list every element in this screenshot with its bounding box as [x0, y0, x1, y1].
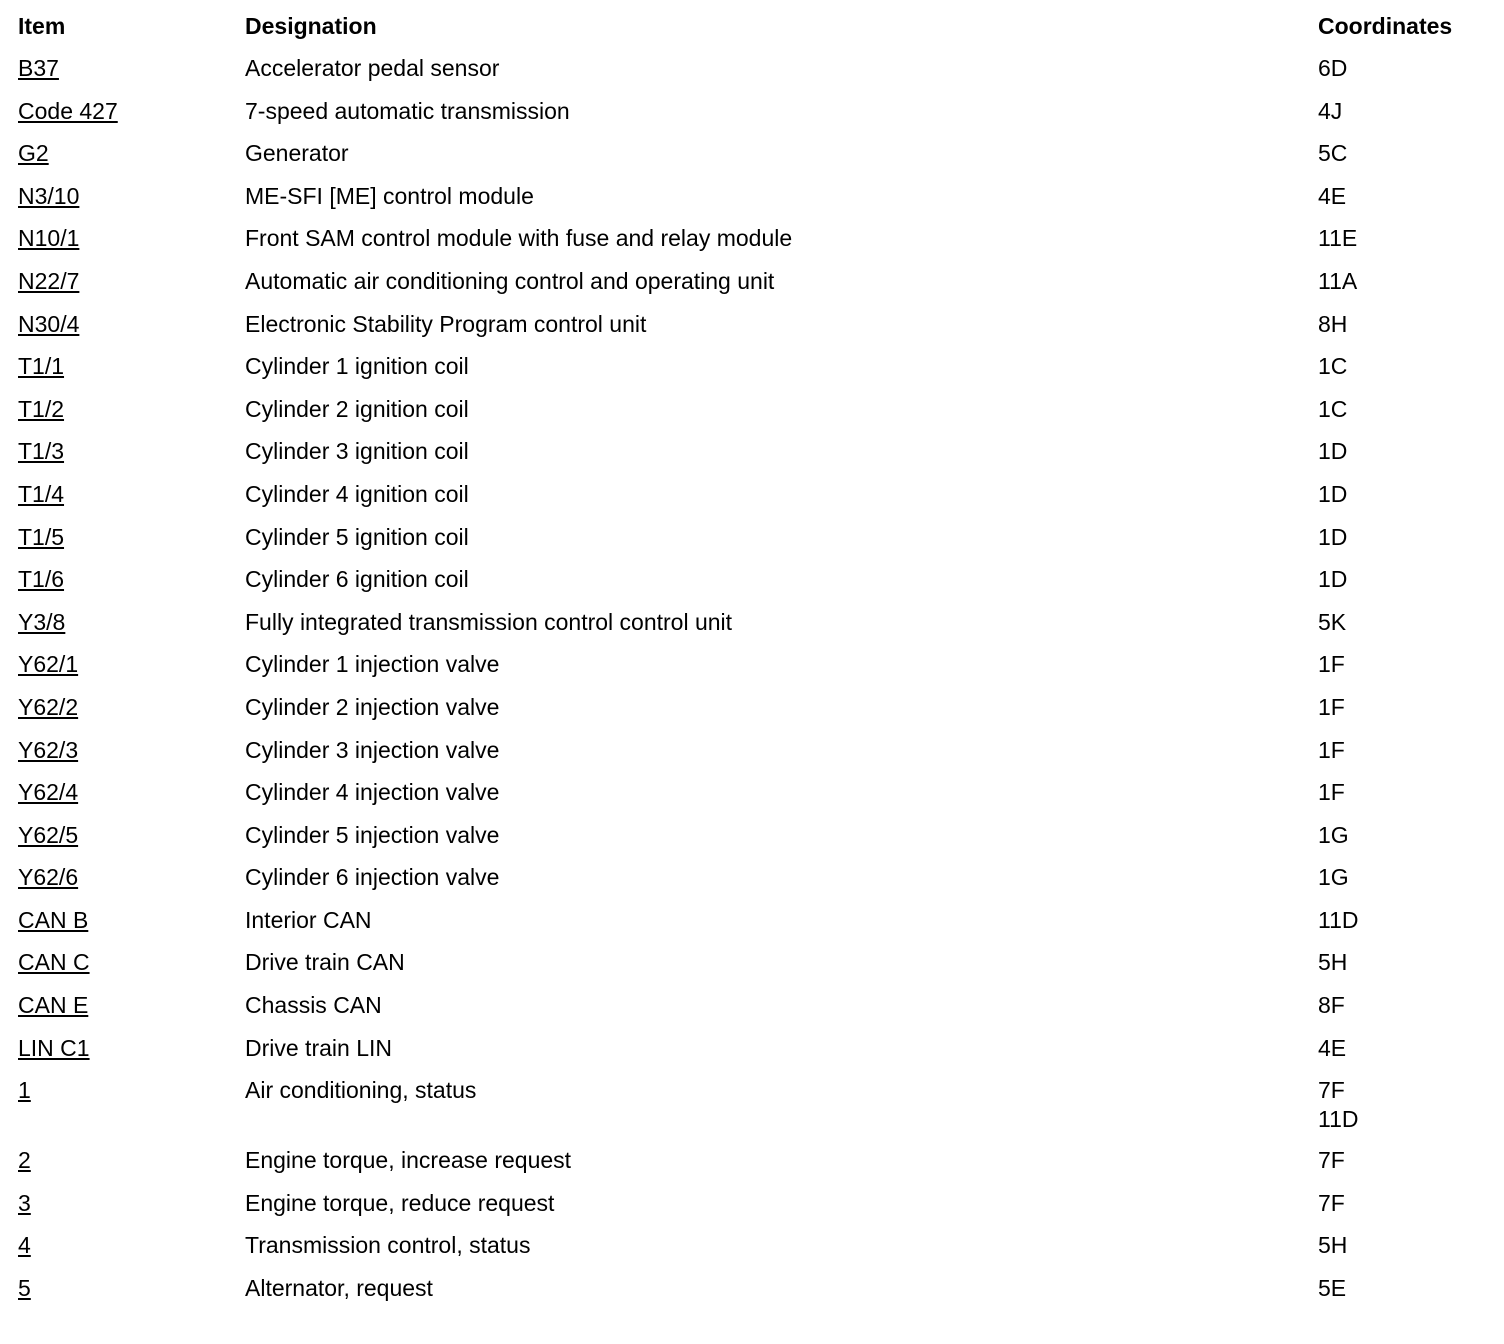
table-row	[18, 906, 1488, 949]
table-row	[18, 1076, 1488, 1146]
item-link[interactable]: 5	[18, 1275, 31, 1302]
designation-cell: Cylinder 2 injection valve	[245, 693, 500, 720]
item-link[interactable]: Y3/8	[18, 608, 66, 635]
table-row	[18, 948, 1488, 991]
table-row	[18, 778, 1488, 821]
designation-cell: 7-speed automatic transmission	[245, 97, 570, 124]
item-cell	[18, 1274, 245, 1303]
table-row	[18, 310, 1488, 353]
coordinates-cell	[1318, 736, 1488, 765]
designation-cell: Interior CAN	[245, 906, 372, 933]
item-link[interactable]: 4	[18, 1232, 31, 1259]
table-row	[18, 182, 1488, 225]
designation-cell: ME-SFI [ME] control module	[245, 182, 534, 209]
coordinate-value: 8H	[1318, 310, 1348, 337]
coordinate-value: 7F	[1318, 1189, 1345, 1216]
table-row	[18, 736, 1488, 779]
designation-cell: Cylinder 5 injection valve	[245, 821, 500, 848]
item-cell	[18, 310, 245, 339]
item-link[interactable]: Y62/3	[18, 736, 79, 763]
designation-cell: Alternator, request	[245, 1275, 433, 1302]
coordinates-cell	[1318, 821, 1488, 850]
item-cell	[18, 523, 245, 552]
designation-cell: Chassis CAN	[245, 992, 382, 1019]
coordinates-cell	[1318, 693, 1488, 722]
item-cell	[18, 565, 245, 594]
coordinates-cell	[1318, 608, 1488, 637]
designation-cell: Cylinder 4 injection valve	[245, 779, 500, 806]
designation-cell: Fully integrated transmission control control unit	[245, 608, 733, 635]
coordinate-value: 6D	[1318, 55, 1348, 81]
coordinates-cell	[1318, 523, 1488, 552]
coordinate-value: 1D	[1318, 438, 1348, 465]
item-link[interactable]: CAN E	[18, 992, 89, 1019]
coordinate-value: 1G	[1318, 864, 1349, 891]
item-link[interactable]: N22/7	[18, 267, 80, 294]
coordinate-value: 1F	[1318, 651, 1345, 678]
coordinates-cell	[1318, 54, 1488, 83]
table-row	[18, 991, 1488, 1034]
table-row	[18, 523, 1488, 566]
table-row	[18, 437, 1488, 480]
table-body	[18, 54, 1488, 1317]
table-row	[18, 693, 1488, 736]
coordinates-cell	[1318, 565, 1488, 594]
table-row	[18, 650, 1488, 693]
coordinates-cell	[1318, 863, 1488, 892]
coordinates-cell	[1318, 182, 1488, 211]
item-cell	[18, 1231, 245, 1260]
item-cell	[18, 1146, 245, 1175]
coordinates-cell	[1318, 139, 1488, 168]
table-row	[18, 1274, 1488, 1317]
item-link[interactable]: 1	[18, 1077, 31, 1104]
coordinates-cell	[1318, 395, 1488, 424]
designation-cell: Cylinder 2 ignition coil	[245, 395, 469, 422]
coordinates-cell	[1318, 97, 1488, 126]
item-cell	[18, 778, 245, 807]
designation-cell: Cylinder 1 ignition coil	[245, 353, 469, 380]
item-link[interactable]: Y62/4	[18, 779, 79, 806]
item-cell	[18, 736, 245, 765]
coordinate-value: 5E	[1318, 1275, 1347, 1302]
table-row	[18, 352, 1488, 395]
designation-cell: Cylinder 6 injection valve	[245, 864, 500, 891]
coordinates-cell	[1318, 480, 1488, 509]
designation-cell: Accelerator pedal sensor	[245, 55, 500, 81]
item-link[interactable]: Y62/5	[18, 821, 79, 848]
table-row	[18, 267, 1488, 310]
coordinate-value: 7F	[1318, 1077, 1345, 1104]
coordinates-cell	[1318, 352, 1488, 381]
item-link[interactable]: T1/3	[18, 438, 65, 465]
designation-cell: Drive train LIN	[245, 1034, 392, 1061]
item-cell	[18, 224, 245, 253]
designation-cell: Cylinder 3 ignition coil	[245, 438, 469, 465]
coordinates-cell	[1318, 1076, 1488, 1134]
designation-cell: Air conditioning, status	[245, 1077, 477, 1104]
coordinate-value: 1F	[1318, 779, 1345, 806]
coordinate-value: 5C	[1318, 140, 1348, 167]
coordinates-cell	[1318, 437, 1488, 466]
designation-cell: Automatic air conditioning control and operating unit	[245, 267, 775, 294]
designation-cell: Cylinder 3 injection valve	[245, 736, 500, 763]
item-cell	[18, 395, 245, 424]
table-row	[18, 1231, 1488, 1274]
item-cell	[18, 1189, 245, 1218]
coordinate-value: 1C	[1318, 395, 1348, 422]
coordinates-cell	[1318, 224, 1488, 253]
table-row	[18, 821, 1488, 864]
item-cell	[18, 480, 245, 509]
coordinate-value: 8F	[1318, 992, 1345, 1019]
designation-cell: Cylinder 5 ignition coil	[245, 523, 469, 550]
coordinates-cell	[1318, 267, 1488, 296]
table-row	[18, 1146, 1488, 1189]
item-link[interactable]: B37	[18, 55, 59, 81]
table-row	[18, 54, 1488, 97]
item-cell	[18, 650, 245, 679]
designation-cell: Front SAM control module with fuse and relay module	[245, 225, 793, 252]
item-link[interactable]: N30/4	[18, 310, 80, 337]
item-link[interactable]: G2	[18, 140, 49, 167]
designation-cell: Engine torque, increase request	[245, 1147, 572, 1174]
coordinates-cell	[1318, 991, 1488, 1020]
item-cell	[18, 863, 245, 892]
item-cell	[18, 1034, 245, 1063]
item-cell	[18, 821, 245, 850]
item-link[interactable]: CAN C	[18, 949, 90, 976]
coordinate-value: 1F	[1318, 736, 1345, 763]
item-cell	[18, 97, 245, 126]
table-row	[18, 1189, 1488, 1232]
designation-cell: Transmission control, status	[245, 1232, 531, 1259]
table-header-row	[18, 12, 1488, 54]
item-link[interactable]: T1/2	[18, 395, 65, 422]
table-row	[18, 1034, 1488, 1077]
legend-table	[18, 12, 1488, 1317]
item-cell	[18, 352, 245, 381]
designation-cell: Cylinder 6 ignition coil	[245, 566, 469, 593]
item-cell	[18, 906, 245, 935]
coordinates-cell	[1318, 650, 1488, 679]
designation-cell: Electronic Stability Program control unit	[245, 310, 647, 337]
coordinates-cell	[1318, 1274, 1488, 1303]
item-link[interactable]: 2	[18, 1147, 31, 1174]
item-cell	[18, 182, 245, 211]
item-link[interactable]: 3	[18, 1189, 31, 1216]
item-cell	[18, 54, 245, 83]
item-link[interactable]: Y62/6	[18, 864, 79, 891]
item-cell	[18, 139, 245, 168]
coordinate-value: 4E	[1318, 1034, 1347, 1061]
table-row	[18, 97, 1488, 140]
item-link[interactable]: Y62/1	[18, 651, 79, 678]
item-link[interactable]: Code 427	[18, 97, 118, 124]
item-link[interactable]: T1/6	[18, 566, 65, 593]
item-link[interactable]: Y62/2	[18, 693, 79, 720]
header-item: Item	[18, 13, 66, 39]
item-cell	[18, 693, 245, 722]
coordinates-cell	[1318, 1231, 1488, 1260]
coordinates-cell	[1318, 310, 1488, 339]
header-coordinates: Coordinates	[1318, 13, 1453, 39]
item-link[interactable]: N3/10	[18, 182, 80, 209]
table-row	[18, 565, 1488, 608]
item-cell	[18, 437, 245, 466]
coordinate-value: 1D	[1318, 566, 1348, 593]
designation-cell: Cylinder 1 injection valve	[245, 651, 500, 678]
item-link[interactable]: CAN B	[18, 906, 89, 933]
coordinate-value: 5K	[1318, 608, 1347, 635]
item-link[interactable]: LIN C1	[18, 1034, 90, 1061]
table-row	[18, 863, 1488, 906]
coordinate-value: 4E	[1318, 182, 1347, 209]
header-designation: Designation	[245, 13, 377, 39]
item-cell	[18, 991, 245, 1020]
coordinate-value: 5H	[1318, 1232, 1348, 1259]
coordinate-value: 4J	[1318, 97, 1343, 124]
coordinate-value: 1G	[1318, 821, 1349, 848]
item-link[interactable]: T1/1	[18, 353, 65, 380]
designation-cell: Generator	[245, 140, 349, 167]
table-row	[18, 480, 1488, 523]
coordinate-value: 1D	[1318, 480, 1348, 507]
coordinate-value: 11A	[1318, 267, 1358, 294]
item-cell	[18, 267, 245, 296]
coordinate-value: 1D	[1318, 523, 1348, 550]
coordinates-cell	[1318, 1189, 1488, 1218]
table-row	[18, 139, 1488, 182]
designation-cell: Drive train CAN	[245, 949, 405, 976]
item-link[interactable]: T1/5	[18, 523, 65, 550]
item-cell	[18, 948, 245, 977]
coordinate-value: 1C	[1318, 353, 1348, 380]
coordinate-value: 11D	[1318, 906, 1359, 933]
coordinates-cell	[1318, 1034, 1488, 1063]
designation-cell: Cylinder 4 ignition coil	[245, 480, 469, 507]
coordinates-cell	[1318, 1146, 1488, 1175]
coordinate-value: 7F	[1318, 1147, 1345, 1174]
table-row	[18, 608, 1488, 651]
coordinates-cell	[1318, 778, 1488, 807]
item-link[interactable]: N10/1	[18, 225, 80, 252]
item-link[interactable]: T1/4	[18, 480, 65, 507]
designation-cell: Engine torque, reduce request	[245, 1189, 555, 1216]
item-cell	[18, 1076, 245, 1105]
coordinate-value: 1F	[1318, 693, 1345, 720]
table-row	[18, 395, 1488, 438]
coordinates-cell	[1318, 906, 1488, 935]
coordinate-value: 11E	[1318, 225, 1358, 252]
coordinates-cell	[1318, 948, 1488, 977]
table-row	[18, 224, 1488, 267]
item-cell	[18, 608, 245, 637]
coordinate-value: 5H	[1318, 949, 1348, 976]
coordinate-value: 11D	[1318, 1106, 1359, 1133]
